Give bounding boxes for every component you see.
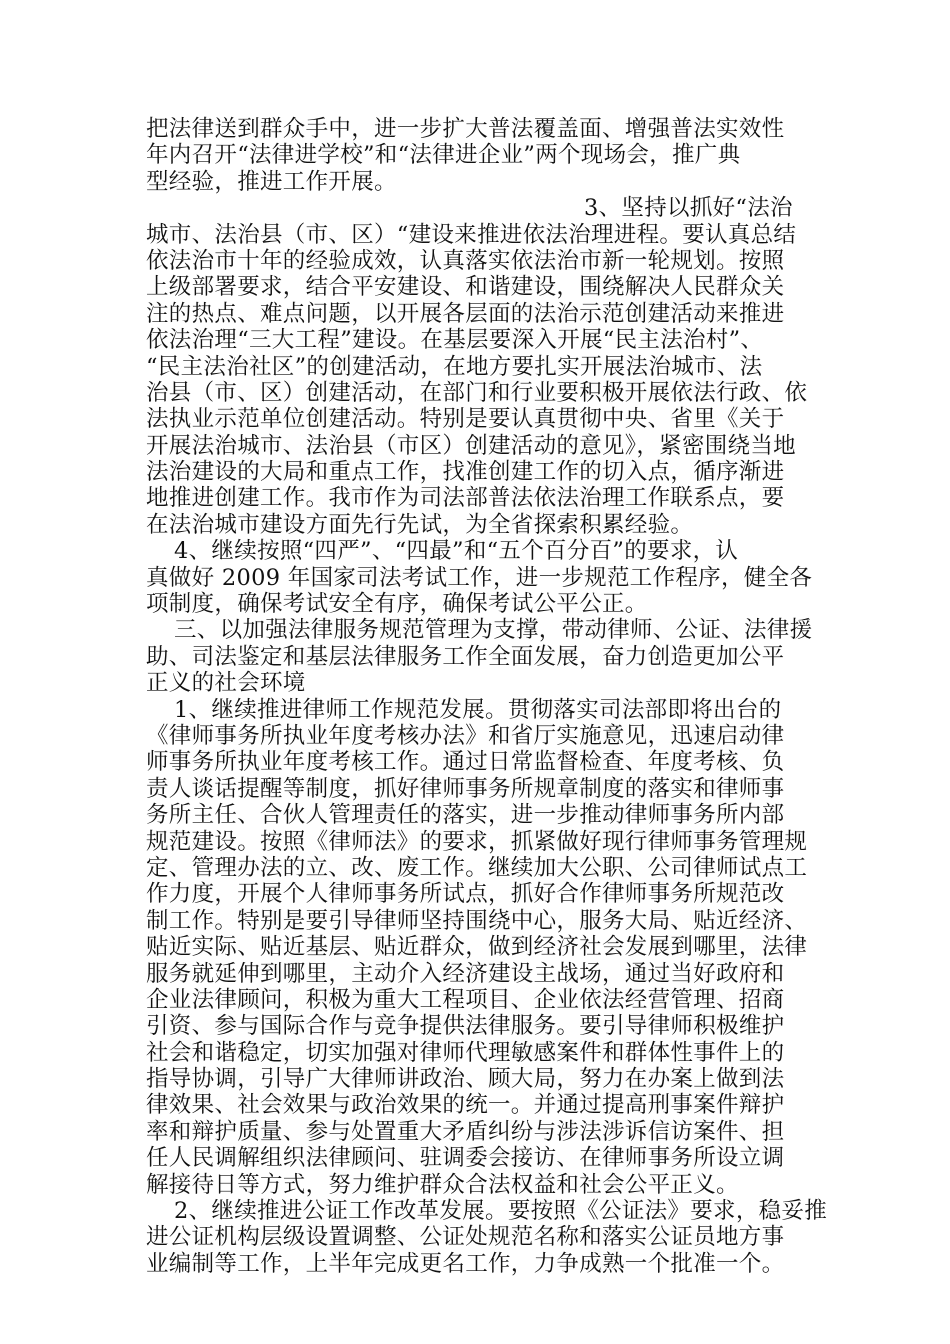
- text-line: 把法律送到群众手中，进一步扩大普法覆盖面、增强普法实效性: [146, 116, 785, 142]
- text-line: 年内召开“法律进学校”和“法律进企业”两个现场会，推广典: [146, 142, 741, 169]
- text-line: 业编制等工作，上半年完成更名工作，力争成熟一个批准一个。: [146, 1250, 785, 1277]
- text-line: 务所主任、合伙人管理责任的落实，进一步推动律师事务所内部: [146, 802, 785, 829]
- text-line: 定、管理办法的立、改、废工作。继续加大公职、公司律师试点工: [146, 854, 808, 881]
- text-line: 项制度，确保考试安全有序，确保考试公平公正。: [146, 591, 648, 618]
- paragraph-start: 1、继续推进律师工作规范发展。贯彻落实司法部即将出台的: [174, 696, 782, 723]
- text-line: 律效果、社会效果与政治效果的统一。并通过提高刑事案件辩护: [146, 1092, 785, 1119]
- text-line: 企业法律顾问，积极为重大工程项目、企业依法经营管理、招商: [146, 986, 785, 1013]
- text-line: 服务就延伸到哪里，主动介入经济建设主战场，通过当好政府和: [146, 960, 785, 987]
- text-line: 任人民调解组织法律顾问、驻调委会接访、在律师事务所设立调: [146, 1145, 785, 1172]
- text-line: 法执业示范单位创建活动。特别是要认真贯彻中央、省里《关于: [146, 406, 785, 433]
- text-line: 上级部署要求，结合平安建设、和谐建设，围绕解决人民群众关: [146, 274, 785, 301]
- text-line: 真做好 2009 年国家司法考试工作，进一步规范工作程序，健全各: [146, 564, 813, 591]
- text-line: 引资、参与国际合作与竞争提供法律服务。要引导律师积极维护: [146, 1013, 785, 1040]
- text-line: 作力度，开展个人律师事务所试点，抓好合作律师事务所规范改: [146, 881, 785, 908]
- text-line: 依法治理“三大工程”建设。在基层要深入开展“民主法治村”、: [146, 327, 764, 354]
- text-line: 规范建设。按照《律师法》的要求，抓紧做好现行律师事务管理规: [146, 828, 808, 855]
- text-line: 进公证机构层级设置调整、公证处规范名称和落实公证员地方事: [146, 1224, 785, 1251]
- paragraph-start: 4、继续按照“四严”、“四最”和“五个百分百”的要求，认: [174, 538, 739, 565]
- text-line: 城市、法治县（市、区）“建设来推进依法治理进程。要认真总结: [146, 221, 797, 248]
- text-line: 地推进创建工作。我市作为司法部普法依法治理工作联系点，要: [146, 485, 785, 512]
- text-line: 解接待日等方式，努力维护群众合法权益和社会公平正义。: [146, 1171, 739, 1198]
- text-line: 助、司法鉴定和基层法律服务工作全面发展，奋力创造更加公平: [146, 643, 785, 670]
- text-line: 责人谈话提醒等制度，抓好律师事务所规章制度的落实和律师事: [146, 775, 785, 802]
- section-heading-three: 三、以加强法律服务规范管理为支撑，带动律师、公证、法律援: [174, 617, 813, 644]
- text-line: 正义的社会环境: [146, 670, 306, 697]
- text-line: 开展法治城市、法治县（市区）创建活动的意见》，紧密围绕当地: [146, 432, 796, 459]
- text-line: 制工作。特别是要引导律师坚持围绕中心，服务大局、贴近经济、: [146, 907, 808, 934]
- text-line: 《律师事务所执业年度考核办法》和省厅实施意见，迅速启动律: [146, 722, 785, 749]
- text-line: 社会和谐稳定，切实加强对律师代理敏感案件和群体性事件上的: [146, 1039, 785, 1066]
- text-line: 型经验，推进工作开展。: [146, 168, 397, 195]
- text-line: 贴近实际、贴近基层、贴近群众，做到经济社会发展到哪里，法律: [146, 934, 808, 961]
- text-line: 依法治市十年的经验成效，认真落实依法治市新一轮规划。按照: [146, 247, 785, 274]
- document-body: [146, 116, 828, 1277]
- section-heading-3: 3、坚持以抓好“法治: [584, 195, 793, 222]
- text-line: 师事务所执业年度考核工作。通过日常监督检查、年度考核、负: [146, 749, 785, 776]
- text-line: 法治建设的大局和重点工作，找准创建工作的切入点，循序渐进: [146, 459, 785, 486]
- text-line: “民主法治社区”的创建活动，在地方要扎实开展法治城市、法: [146, 353, 763, 380]
- paragraph-start: 2、继续推进公证工作改革发展。要按照《公证法》要求，稳妥推: [174, 1198, 828, 1225]
- text-line: 率和辩护质量、参与处置重大矛盾纠纷与涉法涉诉信访案件、担: [146, 1118, 785, 1145]
- text-line: 注的热点、难点问题，以开展各层面的法治示范创建活动来推进: [146, 300, 785, 327]
- text-line: 治县（市、区）创建活动，在部门和行业要积极开展依法行政、依: [146, 379, 808, 406]
- text-line: 在法治城市建设方面先行先试，为全省探索积累经验。: [146, 511, 694, 538]
- text-line: 指导协调，引导广大律师讲政治、顾大局，努力在办案上做到法: [146, 1066, 785, 1093]
